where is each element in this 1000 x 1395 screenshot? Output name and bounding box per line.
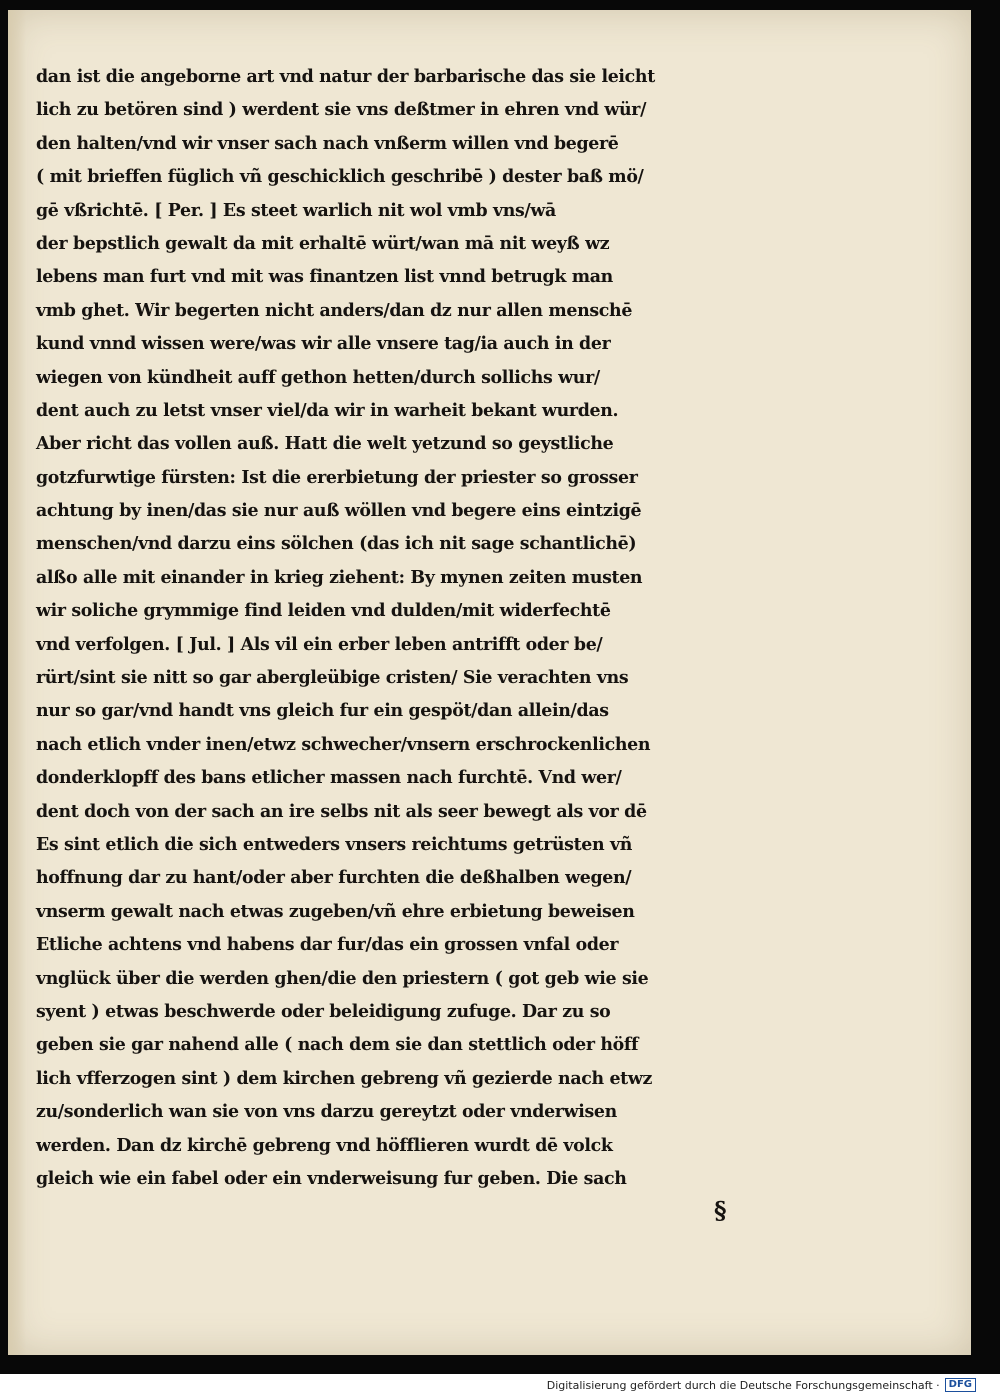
text-line: vnglück über die werden ghen/die den priestern ( got geb wie sie [36,967,649,989]
text-block [36,60,836,1195]
text-line: wir soliche grymmige find leiden vnd dulden/mit widerfechtē [36,600,611,622]
text-line: nach etlich vnder inen/etwz schwecher/vnsern erschrockenlichen [36,733,651,755]
signature-mark: § [714,1196,727,1225]
text-line: vmb ghet. Wir begerten nicht anders/dan dz nur allen menschē [36,299,633,321]
text-line: ( mit brieffen füglich vñ geschicklich geschribē ) dester baß mö/ [36,166,644,188]
text-line: dan ist die angeborne art vnd natur der barbarische das sie leicht [36,66,655,87]
text-line: zu/sonderlich wan sie von vns darzu gereytzt oder vnderwisen [36,1101,617,1123]
text-line: dent auch zu letst vnser viel/da wir in warheit bekant wurden. [36,399,619,421]
text-line: der bepstlich gewalt da mit erhaltē würt/wan mā nit weyß wz [36,232,610,254]
text-line: menschen/vnd darzu eins sölchen (das ich nit sage schantlichē) [36,533,637,555]
text-line: donderklopff des bans etlicher massen nach furchtē. Vnd wer/ [36,767,622,789]
book-page [8,10,971,1355]
text-line: werden. Dan dz kirchē gebreng vnd höfflieren wurdt dē volck [36,1134,613,1156]
text-line: syent ) etwas beschwerde oder beleidigung zufuge. Dar zu so [36,1000,611,1022]
text-line: geben sie gar nahend alle ( nach dem sie dan stettlich oder höff [36,1034,639,1056]
text-line: gotzfurwtige fürsten: Ist die ererbietung der priester so grosser [36,466,638,488]
text-line: lich vfferzogen sint ) dem kirchen gebreng vñ gezierde nach etwz [36,1067,652,1089]
text-line: gleich wie ein fabel oder ein vnderweisung fur geben. Die sach [36,1167,627,1189]
text-line: Etliche achtens vnd habens dar fur/das ein grossen vnfal oder [36,934,619,956]
text-line: lebens man furt vnd mit was finantzen list vnnd betrugk man [36,266,613,288]
text-line: hoffnung dar zu hant/oder aber furchten die deßhalben wegen/ [36,867,632,889]
funding-credit: Digitalisierung gefördert durch die Deutsche Forschungsgemeinschaft · [546,1378,940,1392]
page-gutter-shadow [8,10,26,1355]
text-line: alßo alle mit einander in krieg ziehent: By mynen zeiten musten [36,566,643,588]
text-line: rürt/sint sie nitt so gar abergleübige cristen/ Sie verachten vns [36,667,629,689]
text-line: kund vnnd wissen were/was wir alle vnsere tag/ia auch in der [36,333,611,355]
text-line: wiegen von kündheit auff gethon hetten/durch sollichs wur/ [36,366,600,388]
dfg-logo: DFG [945,1378,976,1392]
text-line: Es sint etlich die sich entweders vnsers reichtums getrüsten vñ [36,833,633,855]
text-line: nur so gar/vnd handt vns gleich fur ein gespöt/dan allein/das [36,700,609,722]
text-line: Aber richt das vollen auß. Hatt die welt yetzund so geystliche [36,433,614,455]
footer [547,1377,976,1393]
text-line: achtung by inen/das sie nur auß wöllen vnd begere eins eintzigē [36,500,642,522]
text-line: den halten/vnd wir vnser sach nach vnßerm willen vnd begerē [36,132,619,154]
text-line: gē vßrichtē. [ Per. ] Es steet warlich nit wol vmb vns/wā [36,199,556,221]
text-line: dent doch von der sach an ire selbs nit als seer bewegt als vor dē [36,800,647,822]
text-line: vnd verfolgen. [ Jul. ] Als vil ein erber leben antrifft oder be/ [36,633,603,655]
text-line: lich zu betören sind ) werdent sie vns deßtmer in ehren vnd wür/ [36,99,647,121]
text-line: vnserm gewalt nach etwas zugeben/vñ ehre erbietung beweisen [36,900,635,922]
